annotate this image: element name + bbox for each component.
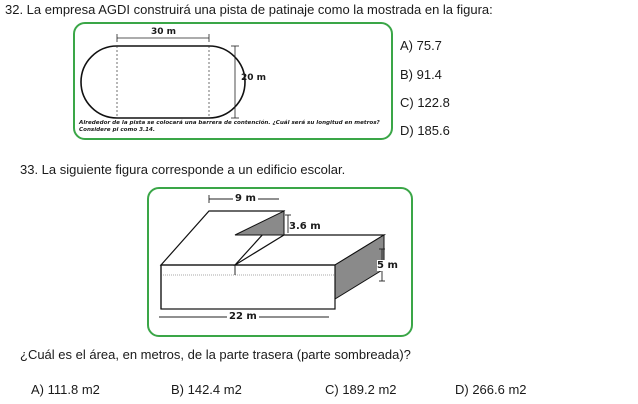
q33-option-c[interactable]: C) 189.2 m2: [325, 382, 397, 397]
building-ramp-height-label: 3.6 m: [289, 221, 321, 232]
track-width-label: 30 m: [151, 27, 177, 37]
q32-option-c[interactable]: C) 122.8: [400, 95, 450, 110]
building-top-width-label: 9 m: [235, 193, 256, 204]
track-height-label: 20 m: [241, 73, 267, 83]
building-base-label: 22 m: [229, 311, 257, 322]
track-caption-line2: Considere pi como 3.14.: [79, 127, 156, 133]
track-figure: [73, 22, 393, 140]
q33-option-d[interactable]: D) 266.6 m2: [455, 382, 527, 397]
building-height-label: 5 m: [377, 260, 398, 271]
question-33-title: 33. La siguiente figura corresponde a un edificio escolar.: [20, 162, 346, 177]
question-32-title: 32. La empresa AGDI construirá una pista de patinaje como la mostrada en la figura:: [5, 2, 493, 17]
q32-option-a[interactable]: A) 75.7: [400, 38, 442, 53]
q32-option-d[interactable]: D) 185.6: [400, 123, 450, 138]
q32-option-b[interactable]: B) 91.4: [400, 67, 442, 82]
question-33-prompt: ¿Cuál es el área, en metros, de la parte trasera (parte sombreada)?: [20, 347, 411, 362]
building-diagram: [149, 189, 411, 335]
q33-option-a[interactable]: A) 111.8 m2: [31, 382, 100, 397]
building-figure: [147, 187, 413, 337]
q33-option-b[interactable]: B) 142.4 m2: [171, 382, 242, 397]
track-caption-line1: Alrededor de la pista se colocará una barrera de contención. ¿Cuál será su longitud en metros?: [79, 120, 380, 126]
